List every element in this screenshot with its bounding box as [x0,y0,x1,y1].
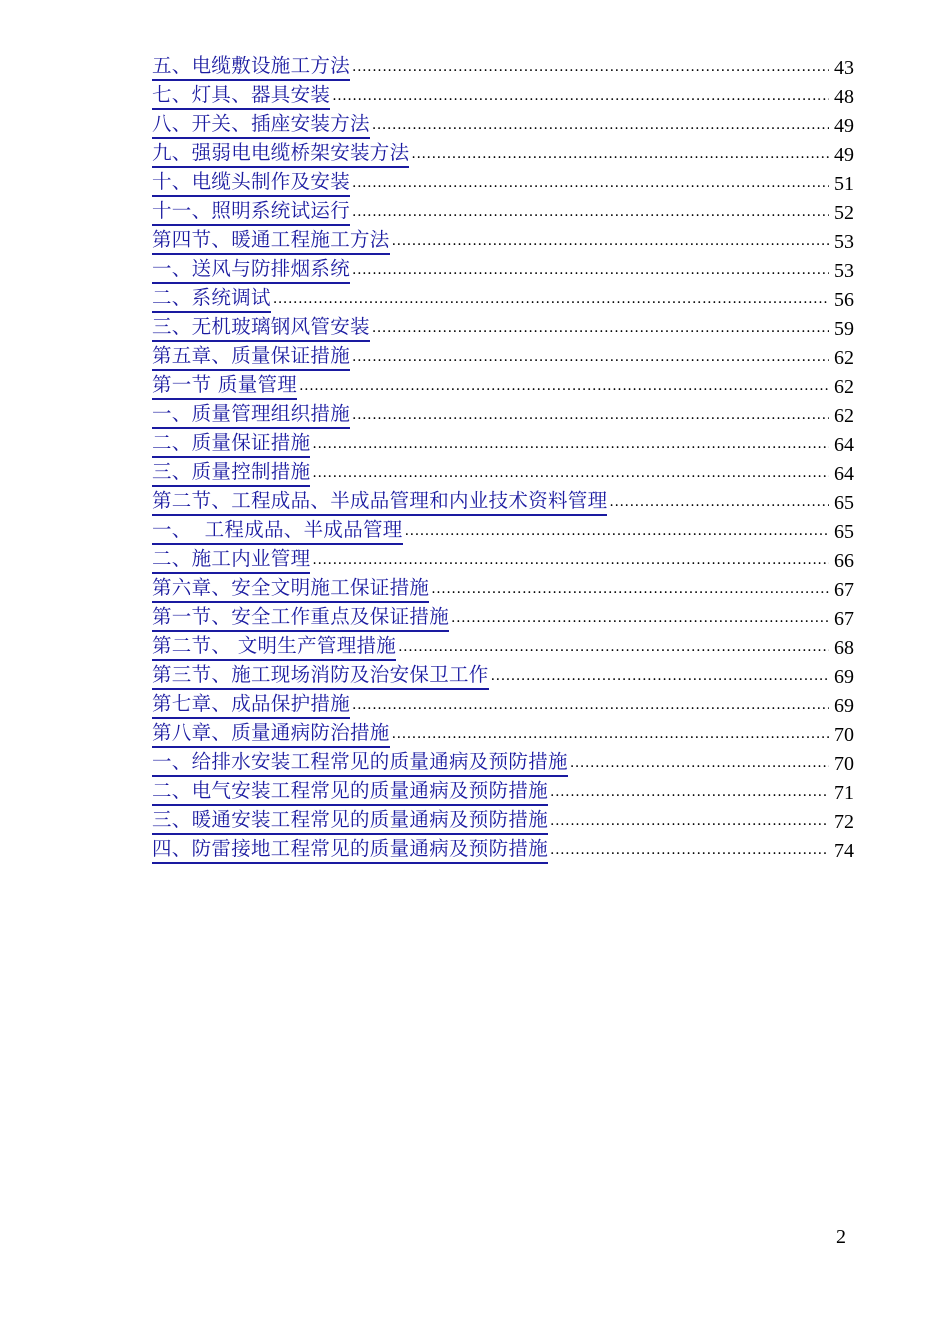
toc-entry-link[interactable]: 五、电缆敷设施工方法 [152,53,350,81]
toc-page-number: 48 [834,86,854,108]
toc-page-number: 74 [834,840,854,862]
dot-leader [451,608,829,628]
dot-leader [411,144,829,164]
toc-entry [152,197,854,226]
toc-page-number: 43 [834,57,854,79]
dot-leader [352,695,829,715]
toc-page-number: 72 [834,811,854,833]
toc-entry-link[interactable]: 十、电缆头制作及安装 [152,169,350,197]
toc-entry [152,284,854,313]
toc-entry [152,168,854,197]
toc-page-number: 66 [834,550,854,572]
toc-page-number: 69 [834,666,854,688]
toc-entry-link[interactable]: 第六章、安全文明施工保证措施 [152,575,429,603]
toc-entry-link[interactable]: 第五章、质量保证措施 [152,343,350,371]
toc-page-number: 49 [834,115,854,137]
toc-page-number: 64 [834,463,854,485]
toc-entry [152,110,854,139]
toc-entry-link[interactable]: 第七章、成品保护措施 [152,691,350,719]
toc-entry-link[interactable]: 三、无机玻璃钢风管安装 [152,314,370,342]
dot-leader [550,782,829,802]
toc-entry-link[interactable]: 九、强弱电电缆桥架安装方法 [152,140,409,168]
toc-entry [152,429,854,458]
toc-page-number: 62 [834,347,854,369]
dot-leader [372,115,829,135]
toc-entry-link[interactable]: 第一节、安全工作重点及保证措施 [152,604,449,632]
toc-entry [152,806,854,835]
toc-page-number: 62 [834,376,854,398]
toc-entry-link[interactable]: 第二节、工程成品、半成品管理和内业技术资料管理 [152,488,607,516]
toc-entry [152,52,854,81]
dot-leader [312,550,829,570]
toc-entry [152,255,854,284]
toc-entry-link[interactable]: 第四节、暖通工程施工方法 [152,227,390,255]
dot-leader [405,521,829,541]
dot-leader [352,202,829,222]
toc-page-number: 53 [834,231,854,253]
dot-leader [352,347,829,367]
toc-entry-link[interactable]: 一、送风与防排烟系统 [152,256,350,284]
dot-leader [431,579,829,599]
toc-entry [152,835,854,864]
toc-entry-link[interactable]: 第八章、质量通病防治措施 [152,720,390,748]
toc-entry-link[interactable]: 八、开关、插座安装方法 [152,111,370,139]
dot-leader [609,492,829,512]
toc-page-number: 53 [834,260,854,282]
toc-entry [152,371,854,400]
toc-page-number: 67 [834,608,854,630]
dot-leader [312,463,829,483]
toc-page-number: 51 [834,173,854,195]
page-number: 2 [836,1226,846,1248]
toc-entry-link[interactable]: 第二节、 文明生产管理措施 [152,633,396,661]
dot-leader [312,434,829,454]
dot-leader [299,376,829,396]
toc-entry-link[interactable]: 三、暖通安装工程常见的质量通病及预防措施 [152,807,548,835]
toc-entry [152,719,854,748]
toc-page-number: 49 [834,144,854,166]
dot-leader [570,753,829,773]
dot-leader [550,840,829,860]
toc-entry [152,545,854,574]
toc-entry [152,313,854,342]
toc-entry-link[interactable]: 第三节、施工现场消防及治安保卫工作 [152,662,489,690]
toc-entry-link[interactable]: 二、电气安装工程常见的质量通病及预防措施 [152,778,548,806]
dot-leader [398,637,829,657]
toc-entry-link[interactable]: 二、系统调试 [152,285,271,313]
table-of-contents [152,52,854,864]
toc-entry [152,342,854,371]
toc-page-number: 69 [834,695,854,717]
toc-page-number: 65 [834,521,854,543]
toc-entry-link[interactable]: 十一、照明系统试运行 [152,198,350,226]
toc-page-number: 52 [834,202,854,224]
toc-entry-link[interactable]: 三、质量控制措施 [152,459,310,487]
toc-page-number: 65 [834,492,854,514]
toc-entry-link[interactable]: 一、质量管理组织措施 [152,401,350,429]
toc-entry-link[interactable]: 二、施工内业管理 [152,546,310,574]
toc-entry [152,661,854,690]
toc-entry-link[interactable]: 一、给排水安装工程常见的质量通病及预防措施 [152,749,568,777]
toc-entry [152,777,854,806]
toc-entry-link[interactable]: 一、 工程成品、半成品管理 [152,517,403,545]
toc-page-number: 67 [834,579,854,601]
dot-leader [491,666,829,686]
dot-leader [332,86,829,106]
dot-leader [372,318,829,338]
toc-entry [152,139,854,168]
toc-entry [152,400,854,429]
dot-leader [392,724,829,744]
dot-leader [550,811,829,831]
dot-leader [352,260,829,280]
toc-page-number: 70 [834,753,854,775]
toc-entry-link[interactable]: 第一节 质量管理 [152,372,297,400]
dot-leader [392,231,829,251]
toc-entry-link[interactable]: 七、灯具、器具安装 [152,82,330,110]
toc-entry [152,574,854,603]
toc-page-number: 71 [834,782,854,804]
toc-page-number: 62 [834,405,854,427]
toc-page-number: 59 [834,318,854,340]
dot-leader [352,405,829,425]
toc-entry [152,226,854,255]
toc-entry-link[interactable]: 四、防雷接地工程常见的质量通病及预防措施 [152,836,548,864]
toc-entry [152,603,854,632]
toc-entry [152,516,854,545]
dot-leader [352,173,829,193]
toc-page-number: 56 [834,289,854,311]
toc-entry-link[interactable]: 二、质量保证措施 [152,430,310,458]
toc-entry [152,690,854,719]
toc-entry [152,487,854,516]
toc-entry [152,748,854,777]
toc-entry [152,458,854,487]
toc-entry [152,81,854,110]
dot-leader [273,289,829,309]
toc-page-number: 64 [834,434,854,456]
dot-leader [352,57,829,77]
toc-page-number: 68 [834,637,854,659]
toc-page-number: 70 [834,724,854,746]
toc-entry [152,632,854,661]
